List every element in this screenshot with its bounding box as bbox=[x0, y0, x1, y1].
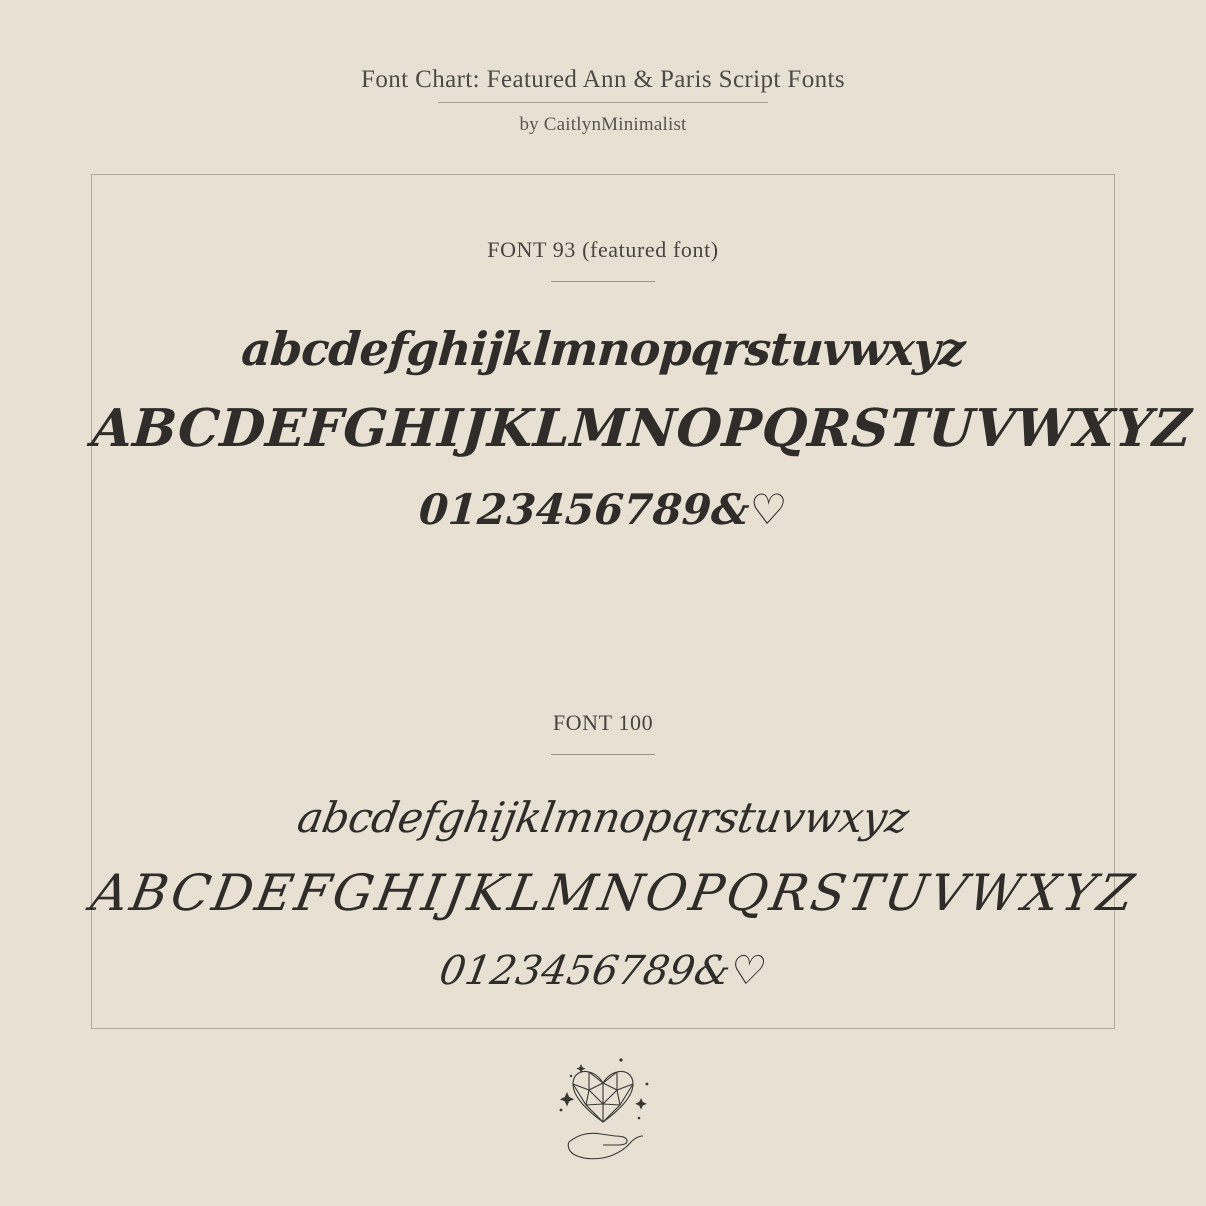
font-label-divider bbox=[551, 281, 655, 282]
font-93-lowercase: abcdefghijklmnopqrstuvwxyz bbox=[239, 322, 967, 376]
page-subtitle: by CaitlynMinimalist bbox=[519, 114, 687, 136]
page-header bbox=[0, 0, 1206, 136]
title-divider bbox=[438, 102, 768, 103]
font-label-100: FONT 100 bbox=[552, 710, 654, 735]
font-100-digits: 0123456789&♡ bbox=[435, 948, 771, 994]
font-block-100 bbox=[86, 710, 1142, 994]
font-100-uppercase: ABCDEFGHIJKLMNOPQRSTUVWXYZ bbox=[86, 864, 1142, 922]
font-93-digits: 0123456789&♡ bbox=[417, 485, 789, 534]
heart-in-hand-icon bbox=[523, 1048, 683, 1168]
font-block-93 bbox=[89, 237, 1194, 534]
font-93-uppercase: ABCDEFGHIJKLMNOPQRSTUVWXYZ bbox=[89, 398, 1194, 459]
font-specimen-frame bbox=[86, 174, 1194, 1029]
font-label-93: FONT 93 (featured font) bbox=[487, 237, 719, 262]
page-title: Font Chart: Featured Ann & Paris Script Fonts bbox=[361, 66, 845, 93]
font-100-lowercase: abcdefghijklmnopqrstuvwxyz bbox=[293, 793, 913, 842]
brand-logo bbox=[0, 1048, 1206, 1168]
font-label-divider bbox=[551, 754, 655, 755]
